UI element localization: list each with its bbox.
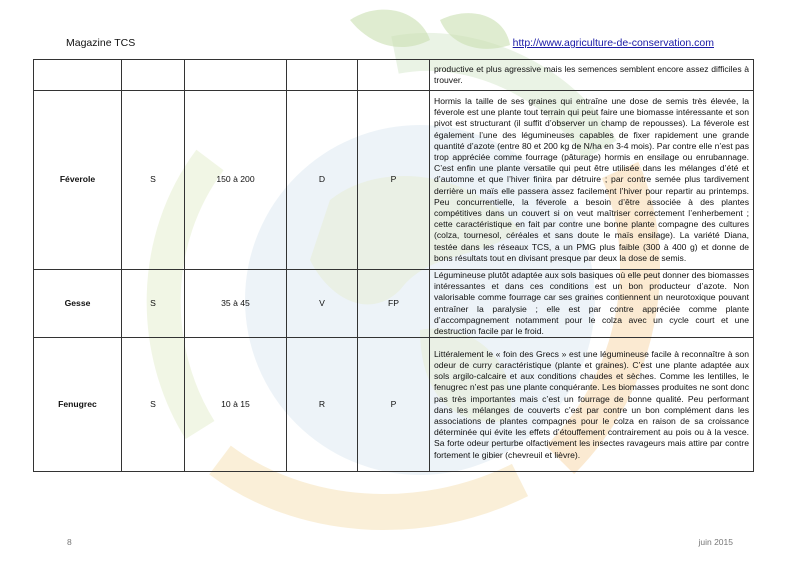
season-cell (122, 60, 185, 91)
seeding-rate-cell: 10 à 15 (185, 338, 287, 472)
species-name-cell: Féverole (34, 91, 122, 270)
vigor-cell: D (287, 91, 358, 270)
table-row (34, 60, 754, 91)
description-cell: Légumineuse plutôt adaptée aux sols basiques où elle peut donner des biomasses intéressantes et dans ces conditions est un bon producteur d’azote. Non valorisable comme fourrage car ses graines contiennent un neurotoxique pouvant entraîner la paralysie ; elle est par contre appréciée comme plante d’accompagnement notamment pour le colza avec un cycle court et une destruction facile par le froid. (430, 270, 754, 338)
species-table (33, 59, 754, 472)
header-website-link[interactable]: http://www.agriculture-de-conservation.com (512, 37, 714, 49)
page-number: 8 (67, 537, 72, 547)
use-cell: P (358, 338, 430, 472)
vigor-cell: R (287, 338, 358, 472)
header-magazine-title: Magazine TCS (66, 37, 136, 49)
season-cell: S (122, 270, 185, 338)
species-name-cell: Fenugrec (34, 338, 122, 472)
seeding-rate-cell: 35 à 45 (185, 270, 287, 338)
species-name-cell: Gesse (34, 270, 122, 338)
use-cell: P (358, 91, 430, 270)
vigor-cell: V (287, 270, 358, 338)
seeding-rate-cell: 150 à 200 (185, 91, 287, 270)
vigor-cell (287, 60, 358, 91)
use-cell: FP (358, 270, 430, 338)
seeding-rate-cell (185, 60, 287, 91)
use-cell (358, 60, 430, 91)
species-name-cell (34, 60, 122, 91)
description-cell: productive et plus agressive mais les semences semblent encore assez difficiles à trouver. (430, 60, 754, 91)
description-cell: Littéralement le « foin des Grecs » est une légumineuse facile à reconnaître à son odeur de curry caractéristique (plante et graines). C’est une plante adaptée aux sols argilo-calcaire et aux conditions chaudes et sèches. Comme les lentilles, le fenugrec n’est pas une plante conquérante. Les biomasses produites ne sont donc pas très importantes mais c’est un fourrage de bonne qualité. Peu performant dans les mélanges de couverts c’est par contre un bon complément dans les associations de plantes compagnes pour le colza en raison de sa croissance déterminée qui évite les effets d’étouffement contrairement au pois ou à la vesce. Sa forte odeur perturbe olfactivement les insectes ravageurs mais attire par contre fortement le gibier (chevreuil et lièvre). (430, 338, 754, 472)
season-cell: S (122, 91, 185, 270)
table-row (34, 270, 754, 338)
issue-date: juin 2015 (698, 537, 733, 547)
table-row (34, 338, 754, 472)
description-cell: Hormis la taille de ses graines qui entraîne une dose de semis très élevée, la féverole est une plante tout terrain qui peut faire une biomasse intéressante et son pivot est structurant (il suffit d’observer un champ de repousses). La féverole est également l’une des légumineuses capables de fixer rapidement une grande quantité d’azote (entre 80 et 200 kg de N/ha en 3-4 mois). Par contre elle n’est pas trop appréciée comme fourrage (pâturage) hormis en ensilage ou enrubannage. C’est enfin une plante versatile qui peut être utilisée dans les mélanges d’été et d’automne et que l’hiver finira par détruire ; par contre semée plus tardivement derrière un maïs elle passera assez facilement l’hiver pour repartir au printemps. Peu concurrentielle, la féverole a besoin d’être associée à des plantes compétitives dans un couvert si on veut maîtriser correctement l’enherbement ; cette caractéristique en fait par contre une bonne plante compagne des cultures (colza, tournesol, céréales et sans doute le maïs ensilage). La variété Diana, testée dans les réseaux TCS, a un PMG plus faible (300 à 400 g) et donne de bons résultats tout en divisant presque par deux la dose de semis. (430, 91, 754, 270)
table-row (34, 91, 754, 270)
season-cell: S (122, 338, 185, 472)
